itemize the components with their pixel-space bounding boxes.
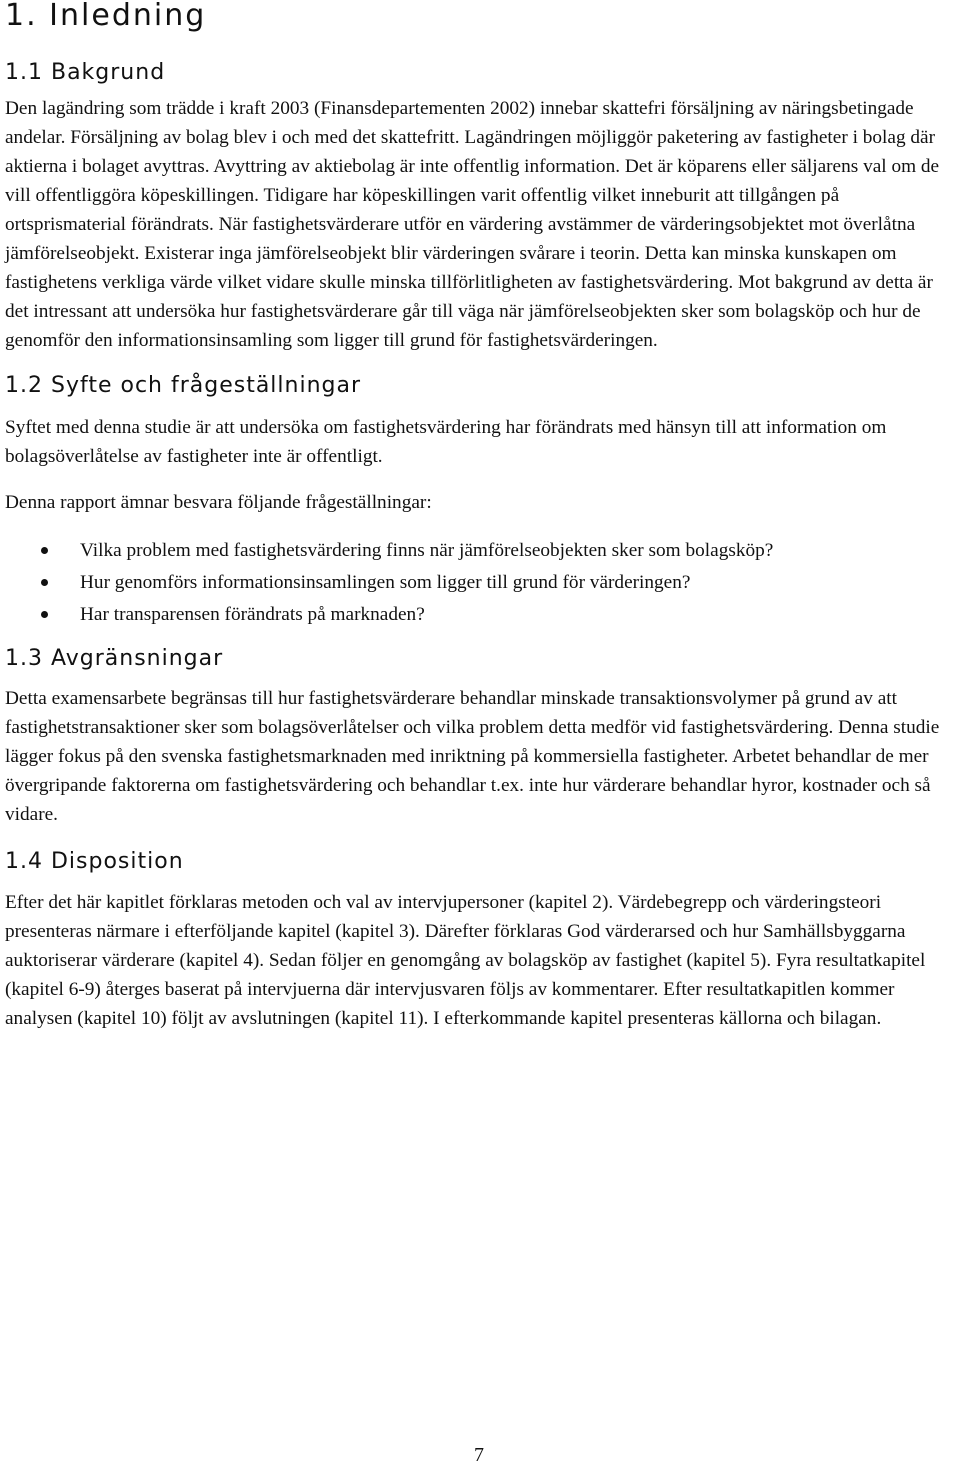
list-item (5, 568, 957, 597)
paragraph-disposition: Efter det här kapitlet förklaras metoden och val av intervjupersoner (kapitel 2). Värdebegrepp och värderingsteori presenteras närmare i efterföljande kapitel (kapitel 3). Därefter förklaras God värderarsed och hur Samhällsbyggarna auktoriserar värderare (kapitel 4). Sedan följer en genomgång av bolagsköp av fastighet (kapitel 5). Fyra resultatkapitel (kapitel 6-9) återges baserat på intervjuerna där intervjusvaren följs av kommentarer. Efter resultatkapitlen kommer analysen (kapitel 10) följt av avslutningen (kapitel 11). I efterkommande kapitel presenteras källorna och bilagan. (5, 892, 926, 1029)
section-title-disposition: 1.4 Disposition (5, 849, 184, 874)
section-title-syfte: 1.2 Syfte och frågeställningar (5, 373, 362, 398)
bullet-icon (41, 611, 48, 618)
question-text: Hur genomförs informationsinsamlingen som ligger till grund för värderingen? (80, 572, 691, 593)
questions-list (5, 536, 957, 629)
page-number: 7 (474, 1444, 484, 1466)
document-page (5, 0, 957, 1033)
paragraph-syfte: Syftet med denna studie är att undersöka om fastighetsvärdering har förändrats med hänsyn till att information om bolagsöverlåtelse av fastigheter inte är offentligt. (5, 417, 887, 467)
question-text: Har transparensen förändrats på marknaden? (80, 604, 425, 625)
list-item (5, 600, 957, 629)
section-title-avgransningar: 1.3 Avgränsningar (5, 646, 224, 671)
section-title-bakgrund: 1.1 Bakgrund (5, 60, 166, 85)
paragraph-bakgrund: Den lagändring som trädde i kraft 2003 (Finansdepartementen 2002) innebar skattefri försäljning av näringsbetingade andelar. Försäljning av bolag blev i och med det skattefritt. Lagändringen möjliggör paketering av fastigheter i bolag där aktierna i bolaget avyttras. Avyttring av aktiebolag är inte offentlig information. Det är köparens eller säljarens val om de vill offentliggöra köpeskillingen. Tidigare har köpeskillingen varit offentlig vilket inneburit att tillgången på ortsprismaterial förändrats. När fastighetsvärderare utför en värdering avstämmer de värderingsobjektet mot överlåtna jämförelseobjekt. Existerar inga jämförelseobjekt blir värderingen svårare i teorin. Detta kan minska kunskapen om fastighetens verkliga värde vilket vidare skulle minska tillförlitligheten av fastighetsvärdering. Mot bakgrund av detta är det intressant att undersöka hur fastighetsvärderare går till väga när jämförelseobjekten sker som bolagsköp och hur de genomför den informationsinsamling som ligger till grund för fastighetsvärderingen. (5, 98, 940, 351)
bullet-icon (41, 579, 48, 586)
chapter-title: 1. Inledning (5, 0, 207, 33)
question-text: Vilka problem med fastighetsvärdering finns när jämförelseobjekten sker som bolagsköp? (80, 540, 774, 561)
list-item (5, 536, 957, 565)
paragraph-avgransningar: Detta examensarbete begränsas till hur fastighetsvärderare behandlar minskade transaktionsvolymer på grund av att fastighetstransaktioner sker som bolagsöverlåtelser och vilka problem detta medför vid fastighetsvärdering. Denna studie lägger fokus på den svenska fastighetsmarknaden med inriktning på kommersiella fastigheter. Arbetet behandlar de mer övergripande faktorerna om fastighetsvärdering och behandlar t.ex. inte hur värderare behandlar hyror, kostnader och så vidare. (5, 688, 940, 825)
paragraph-questions-intro: Denna rapport ämnar besvara följande frågeställningar: (5, 492, 432, 513)
bullet-icon (41, 547, 48, 554)
